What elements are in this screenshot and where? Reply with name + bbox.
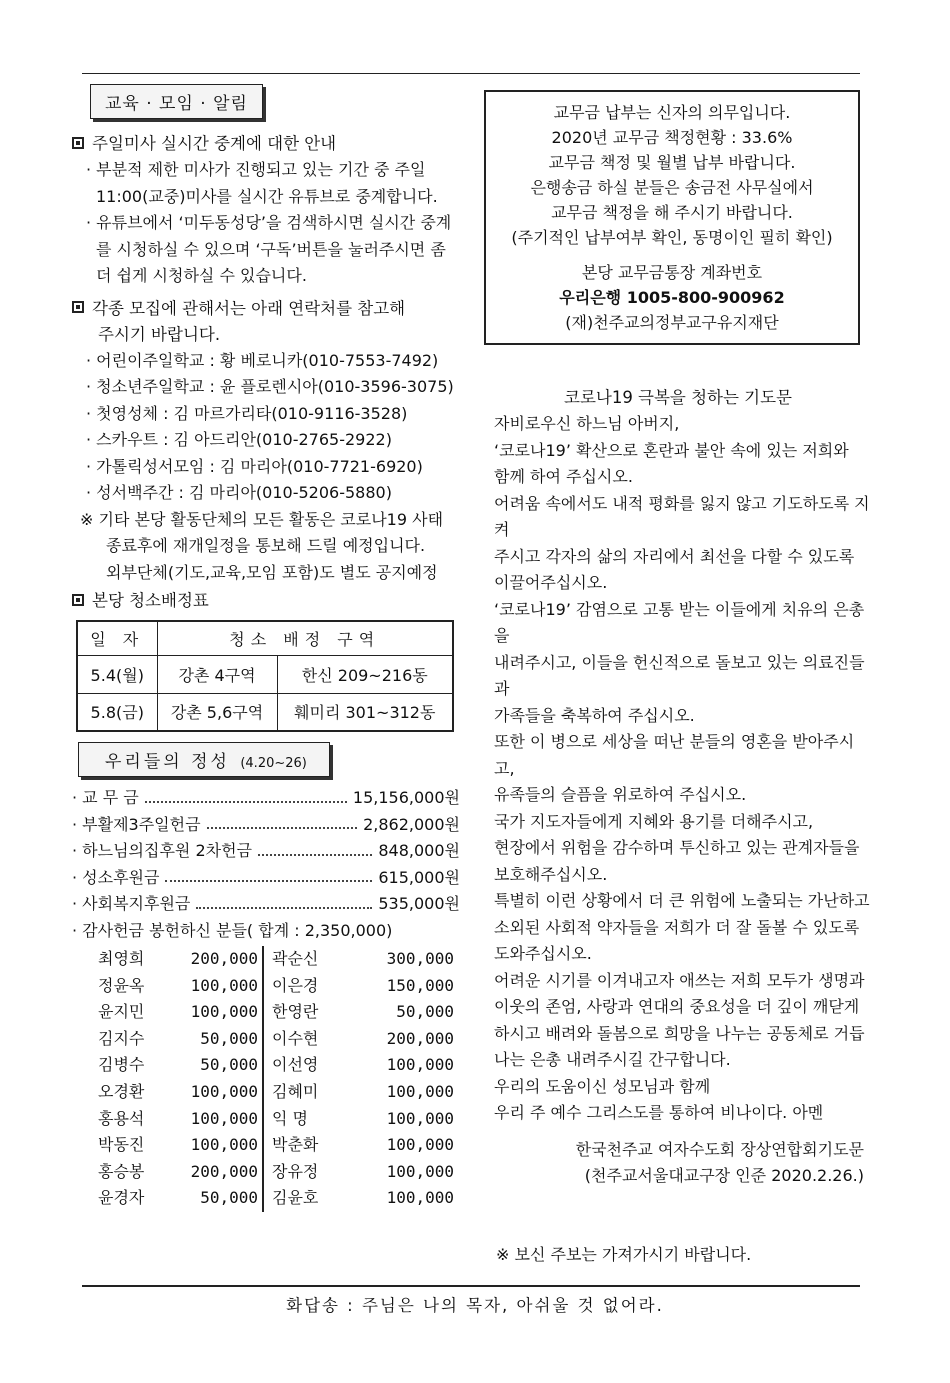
section-title: 교육 · 모임 · 알림: [90, 84, 263, 119]
contact-item: · 청소년주일학교 : 윤 플로렌시아(010-3596-3075): [86, 377, 454, 396]
donor-name: 오경환: [98, 1081, 145, 1101]
note-line-2: 종료후에 재개일정을 통보해 드릴 예정입니다.: [106, 536, 426, 555]
cell-area-1: 강촌 5,6구역: [157, 693, 277, 731]
take-home-note: ※ 보신 주보는 가져가시기 바랍니다.: [496, 1244, 752, 1264]
donor-amount: 50,000: [170, 1052, 264, 1079]
donor-amount: 100,000: [170, 1079, 264, 1106]
donor-name: 김혜미: [272, 1081, 319, 1101]
donor-name: 박동진: [98, 1135, 145, 1155]
account-holder: (재)천주교의정부교구유지재단: [565, 313, 779, 332]
offering-list: [72, 785, 460, 918]
donor-amount: 100,000: [386, 1055, 454, 1075]
prayer-line: 우리의 도움이신 성모님과 함께: [494, 1076, 711, 1096]
donor-amount: 100,000: [386, 1135, 454, 1155]
square-bullet-icon: [72, 301, 84, 313]
donor-amount: 100,000: [170, 1132, 264, 1159]
bottom-rule: [82, 1285, 860, 1287]
cell-date: 5.4(월): [77, 655, 157, 693]
square-bullet-icon: [72, 137, 84, 149]
heading-cleaning: 본당 청소배정표: [72, 588, 460, 614]
prayer-title: 코로나19 극복을 청하는 기도문: [564, 388, 792, 407]
notice-line: (주기적인 납부여부 확인, 동명이인 필히 확인): [511, 228, 833, 247]
donor-name: 홍용석: [98, 1108, 145, 1128]
table-header-row: [77, 621, 453, 655]
offering-item: · 하느님의집후원 2차헌금 848,000원: [72, 838, 460, 865]
header-date: 일 자: [77, 621, 157, 655]
notice-line: 교무금 납부는 신자의 의무입니다.: [553, 103, 791, 122]
donor-amount: 50,000: [170, 1185, 264, 1212]
donor-name: 윤지민: [98, 1002, 145, 1022]
cell-date: 5.8(금): [77, 693, 157, 731]
square-bullet-icon: [72, 594, 84, 606]
prayer-line: 유족들의 슬픔을 위로하여 주십시오.: [494, 785, 747, 804]
donor-name: 정윤옥: [98, 975, 145, 995]
donor-name: 이은경: [272, 975, 319, 995]
prayer-line: 소외된 사회적 약자들을 저희가 더 잘 돌볼 수 있도록: [494, 917, 860, 937]
account-number: 우리은행 1005-800-900962: [559, 288, 785, 307]
offering-item: · 부활제3주일헌금 2,862,000원: [72, 812, 460, 839]
donor-amount: 100,000: [170, 1106, 264, 1133]
prayer-line: 보호해주십시오.: [494, 864, 608, 884]
donor-amount: 50,000: [170, 1026, 264, 1053]
donor-amount: 100,000: [386, 1108, 454, 1128]
donor-name: 한영란: [272, 1002, 319, 1022]
donor-name: 익 명: [272, 1108, 308, 1128]
heading-recruitment-cont: 주시기 바랍니다.: [98, 324, 221, 344]
donor-name: 이수현: [272, 1028, 319, 1048]
donor-amount: 100,000: [386, 1188, 454, 1208]
note-line-3: 외부단체(기도,교육,모임 포함)도 별도 공지예정: [106, 562, 438, 582]
offering-item: · 사회복지후원금 535,000원: [72, 891, 460, 918]
offering-item: · 성소후원금 615,000원: [72, 865, 460, 892]
donor-amount: 50,000: [396, 1002, 454, 1022]
heading-recruitment: 각종 모집에 관해서는 아래 연락처를 참고해: [72, 296, 460, 322]
prayer-line: 하시고 배려와 돌봄으로 희망을 나누는 공동체로 거듭: [494, 1023, 865, 1043]
notice-line: 2020년 교무금 책정현황 : 33.6%: [551, 128, 793, 147]
prayer-line: 가족들을 축복하여 주십시오.: [494, 705, 695, 725]
contact-item: · 첫영성체 : 김 마르가리타(010-9116-3528): [86, 403, 408, 423]
prayer-line: 특별히 이런 상황에서 더 큰 위험에 노출되는 가난하고: [494, 891, 870, 910]
prayer-line: 우리 주 예수 그리스도를 통하여 비나이다. 아멘: [494, 1103, 824, 1122]
donor-name: 김윤호: [272, 1188, 319, 1208]
offering-item: · 교 무 금 15,156,000원: [72, 785, 460, 812]
top-rule: [82, 73, 860, 74]
prayer-line: 이웃의 존엄, 사랑과 연대의 중요성을 더 깊이 깨닫게: [494, 997, 860, 1016]
donor-amount: 300,000: [386, 949, 454, 968]
account-title: 본당 교무금통장 계좌번호: [581, 263, 763, 282]
prayer-line: 국가 지도자들에게 지혜와 용기를 더해주시고,: [494, 811, 814, 831]
prayer-line: 도와주십시오.: [494, 944, 592, 963]
donor-name: 이선영: [272, 1055, 319, 1075]
prayer-line: 자비로우신 하느님 아버지,: [494, 414, 680, 433]
prayer-body: [484, 411, 872, 1127]
prayer-line: ‘코로나19’ 확산으로 혼란과 불안 속에 있는 저희와: [494, 440, 849, 460]
donor-amount: 200,000: [386, 1028, 454, 1048]
prayer-line: 나는 은총 내려주시길 간구합니다.: [494, 1050, 731, 1069]
contact-item: · 스카우트 : 김 아드리안(010-2765-2922): [86, 430, 392, 449]
prayer-line: 어려운 시기를 이겨내고자 애쓰는 저희 모두가 생명과: [494, 970, 865, 990]
offering-title-box: 우리들의 정성 (4.20~26): [78, 742, 330, 777]
donor-name: 윤경자: [98, 1188, 145, 1208]
cell-area-1: 강촌 4구역: [157, 655, 277, 693]
table-row: [77, 693, 453, 731]
header-area: 청소 배정 구역: [157, 621, 453, 655]
prayer-line: 이끌어주십시오.: [494, 573, 608, 592]
livestream-bullet-1: · 부분적 제한 미사가 진행되고 있는 기간 중 주일 11:00(교중)미사를 실시간 유튜브로 중계합니다.: [86, 160, 438, 206]
cell-area-2: 훼미리 301~312동: [277, 693, 453, 731]
donor-name: 김지수: [98, 1028, 145, 1048]
cell-area-2: 한신 209~216동: [277, 655, 453, 693]
donor-amount: 200,000: [170, 1159, 264, 1186]
livestream-bullet-2: · 유튜브에서 ‘미두동성당’을 검색하시면 실시간 중계를 시청하실 수 있으며 ‘구독’버튼을 눌러주시면 좀 더 쉽게 시청하실 수 있습니다.: [86, 213, 452, 285]
cleaning-table: [76, 620, 454, 732]
heading-livestream: 주일미사 실시간 중계에 대한 안내: [72, 131, 460, 157]
prayer-line: 또한 이 병으로 세상을 떠난 분들의 영혼을 받아주시고,: [494, 732, 855, 778]
contact-item: · 어린이주일학교 : 황 베로니카(010-7553-7492): [86, 350, 439, 370]
donor-name: 홍승봉: [98, 1161, 145, 1181]
donor-amount: 100,000: [386, 1161, 454, 1181]
right-column: [484, 90, 872, 1265]
donor-name: 박춘화: [272, 1135, 319, 1155]
prayer-line: 주시고 각자의 삶의 자리에서 최선을 다할 수 있도록: [494, 546, 855, 566]
notice-line: 은행송금 하실 분들은 송금전 사무실에서: [530, 178, 814, 197]
responsorial-psalm: 화답송 : 주님은 나의 목자, 아쉬울 것 없어라.: [286, 1296, 664, 1315]
contact-item: · 가톨릭성서모임 : 김 마리아(010-7721-6920): [86, 456, 423, 476]
donor-amount: 150,000: [386, 975, 454, 995]
contact-item: · 성서백주간 : 김 마리아(010-5206-5880): [86, 483, 392, 502]
donor-amount: 100,000: [170, 973, 264, 1000]
thanks-title: · 감사헌금 봉헌하신 분들( 합계 : 2,350,000): [72, 920, 393, 940]
left-column: [72, 84, 460, 1212]
donor-name: 장유정: [272, 1161, 319, 1181]
table-row: [77, 655, 453, 693]
prayer-line: 어려움 속에서도 내적 평화를 잃지 않고 기도하도록 지켜: [494, 493, 870, 539]
donor-amount: 100,000: [386, 1081, 454, 1101]
prayer-line: 내려주시고, 이들을 헌신적으로 돌보고 있는 의료진들과: [494, 652, 865, 698]
prayer-line: 현장에서 위험을 감수하며 투신하고 있는 관계자들을: [494, 838, 860, 857]
prayer-line: 함께 하여 주십시오.: [494, 467, 633, 486]
note-line-1: ※ 기타 본당 활동단체의 모든 활동은 코로나19 사태: [80, 509, 444, 529]
prayer-line: ‘코로나19’ 감염으로 고통 받는 이들에게 치유의 은총을: [494, 599, 865, 645]
donor-name: 김병수: [98, 1055, 145, 1075]
prayer-source-1: 한국천주교 여자수도회 장상연합회기도문: [575, 1139, 864, 1159]
dues-notice-box: [484, 90, 860, 345]
notice-line: 교무금 책정 및 월별 납부 바랍니다.: [548, 153, 796, 172]
donor-name: 최영희: [98, 949, 145, 968]
donor-amount: 100,000: [170, 999, 264, 1026]
donor-amount: 200,000: [170, 946, 264, 973]
donor-name: 곽순신: [272, 949, 319, 968]
prayer-source-2: (천주교서울대교구장 인준 2020.2.26.): [584, 1166, 864, 1185]
donor-list: [90, 946, 460, 1212]
notice-line: 교무금 책정을 해 주시기 바랍니다.: [551, 203, 793, 222]
